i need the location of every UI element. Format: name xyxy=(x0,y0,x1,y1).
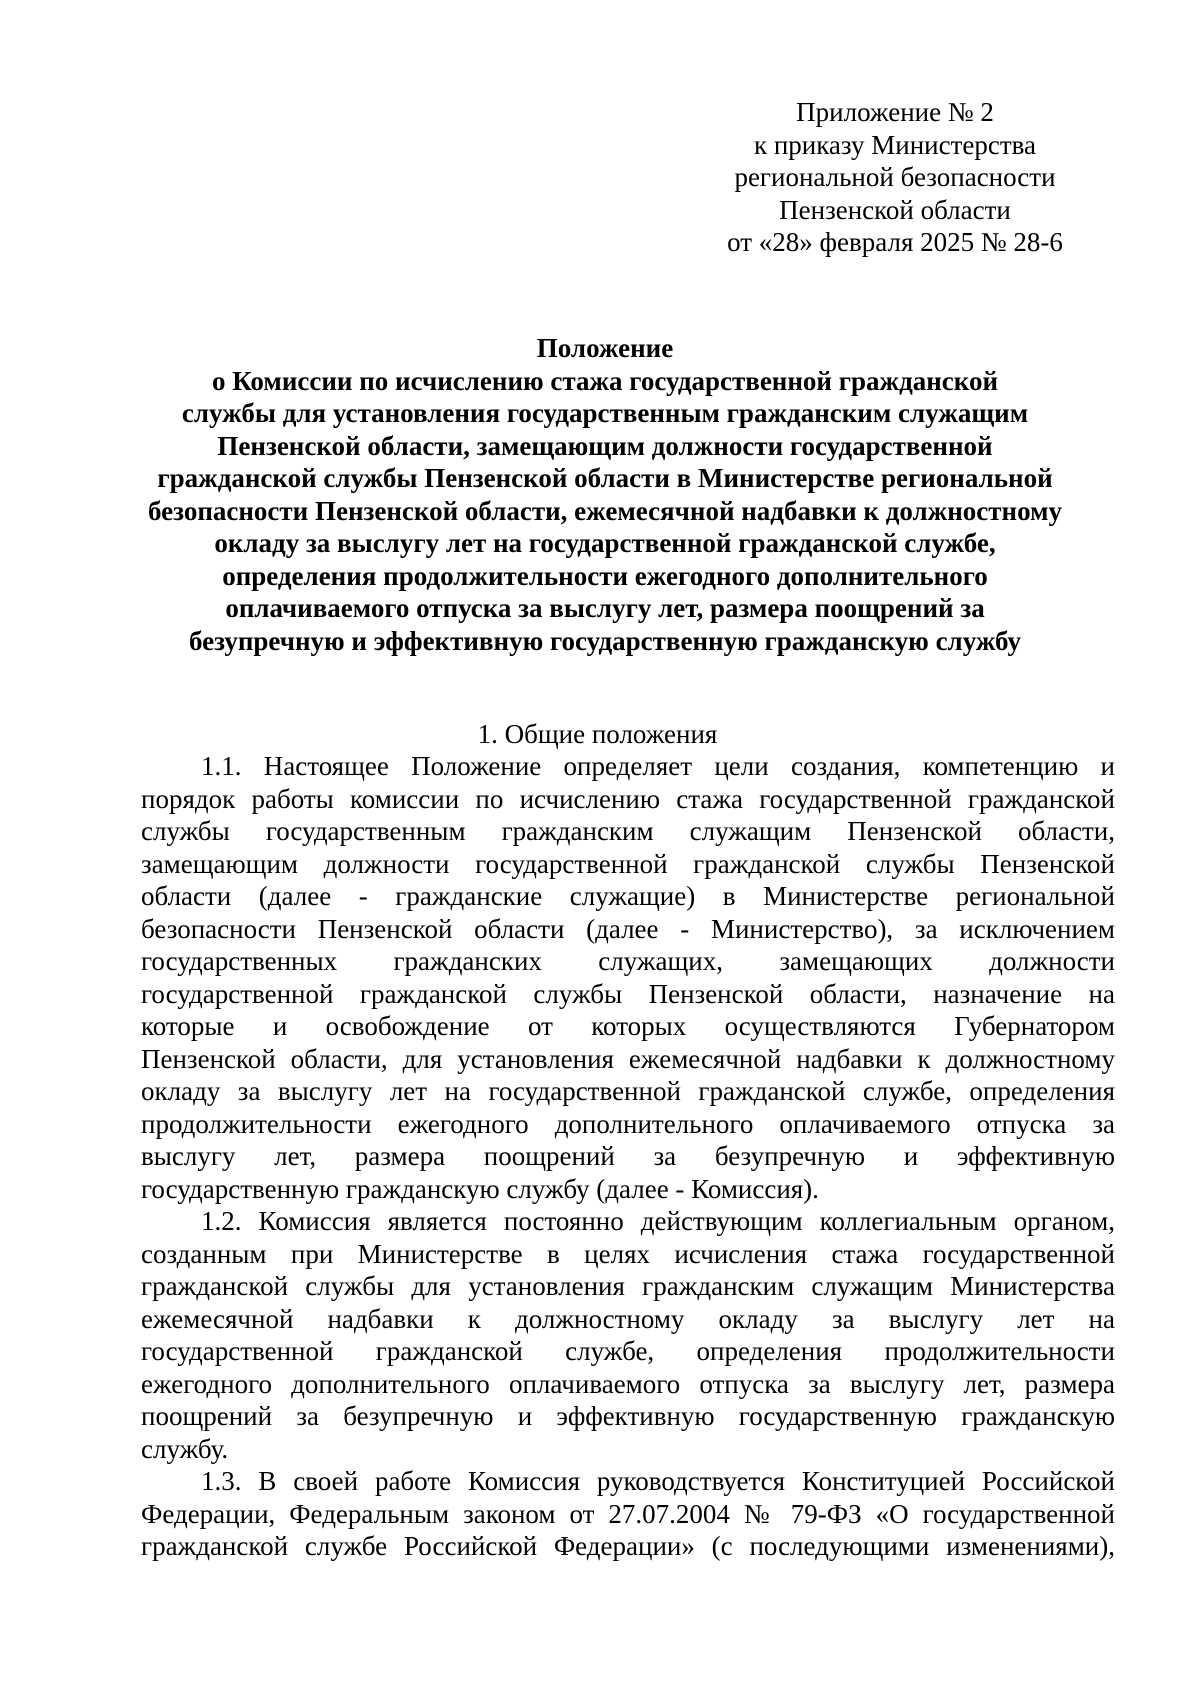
section-heading: 1. Общие положения xyxy=(477,719,718,749)
paragraph-line: государственной гражданской службы Пензенской области, назначение на xyxy=(141,978,1115,1009)
appendix-order-ref: к приказу Министерства xyxy=(753,129,1037,160)
paragraph-line: продолжительности ежегодного дополнительного оплачиваемого отпуска за xyxy=(141,1108,1115,1139)
title-line: о Комиссии по исчислению стажа государственной гражданской xyxy=(211,365,999,396)
title-line: службы для установления государственным гражданским служащим xyxy=(181,398,1029,428)
title-line: Положение xyxy=(536,333,674,363)
appendix-region: Пензенской области xyxy=(779,194,1011,225)
paragraph-line: порядок работы комиссии по исчислению стажа государственной гражданской xyxy=(141,783,1115,814)
paragraph-line: выслугу лет, размера поощрений за безупречную и эффективную xyxy=(141,1141,1115,1171)
paragraph-line: государственных гражданских служащих, замещающих должности xyxy=(141,946,1115,976)
appendix-reference xyxy=(700,96,1090,259)
paragraph-line: которые и освобождение от которых осуществляются Губернатором xyxy=(141,1011,1115,1041)
paragraph-line: 1.2. Комиссия является постоянно действующим коллегиальным органом, xyxy=(201,1206,1115,1236)
title-line: безопасности Пензенской области, ежемесячной надбавки к должностному xyxy=(148,495,1062,526)
title-line: Пензенской области, замещающим должности государственной xyxy=(217,430,993,461)
paragraph-line: ежемесячной надбавки к должностному окладу за выслугу лет на xyxy=(141,1303,1115,1334)
appendix-ministry: региональной безопасности xyxy=(734,162,1056,192)
paragraph-line: замещающим должности государственной гражданской службы Пензенской xyxy=(141,848,1115,879)
paragraph-line: службы государственным гражданским служащим Пензенской области, xyxy=(141,816,1115,846)
paragraph-line: государственную гражданскую службу (далее - Комиссия). xyxy=(141,1173,819,1204)
appendix-number: Приложение № 2 xyxy=(796,97,994,127)
paragraph-line: гражданской службы для установления гражданским служащим Министерства xyxy=(141,1271,1115,1301)
section-body xyxy=(141,750,1115,1563)
title-line: окладу за выслугу лет на государственной гражданской службе, xyxy=(214,528,996,558)
paragraph-line: поощрений за безупречную и эффективную государственную гражданскую xyxy=(141,1401,1115,1431)
paragraph-line: окладу за выслугу лет на государственной гражданской службе, определения xyxy=(141,1076,1115,1106)
paragraph-line: ежегодного дополнительного оплачиваемого отпуска за выслугу лет, размера xyxy=(141,1368,1115,1399)
title-line: оплачиваемого отпуска за выслугу лет, размера поощрений за xyxy=(225,593,985,623)
paragraph-line: 1.3. В своей работе Комиссия руководствуется Конституцией Российской xyxy=(201,1466,1115,1496)
paragraph-line: государственной гражданской службе, определения продолжительности xyxy=(141,1336,1115,1366)
paragraph-line: созданным при Министерстве в целях исчисления стажа государственной xyxy=(141,1238,1115,1269)
title-line: безупречную и эффективную государственную гражданскую службу xyxy=(188,625,1022,656)
paragraph-line: службу. xyxy=(141,1433,229,1464)
paragraph-line: гражданской службе Российской Федерации» (с последующими изменениями), xyxy=(141,1531,1115,1561)
appendix-date: от «28» февраля 2025 № 28-6 xyxy=(727,227,1063,257)
paragraph-line: Пензенской области, для установления ежемесячной надбавки к должностному xyxy=(141,1043,1115,1074)
paragraph-line: Федерации, Федеральным законом от 27.07.2004 № 79-ФЗ «О государственной xyxy=(141,1498,1115,1529)
document-title xyxy=(130,332,1080,657)
title-line: гражданской службы Пензенской области в Министерстве региональной xyxy=(157,463,1053,493)
title-line: определения продолжительности ежегодного дополнительного xyxy=(222,560,988,591)
paragraph-line: области (далее - гражданские служащие) в Министерстве региональной xyxy=(141,881,1115,911)
paragraph-line: 1.1. Настоящее Положение определяет цели создания, компетенцию и xyxy=(201,751,1115,781)
paragraph-line: безопасности Пензенской области (далее - Министерство), за исключением xyxy=(141,913,1115,944)
